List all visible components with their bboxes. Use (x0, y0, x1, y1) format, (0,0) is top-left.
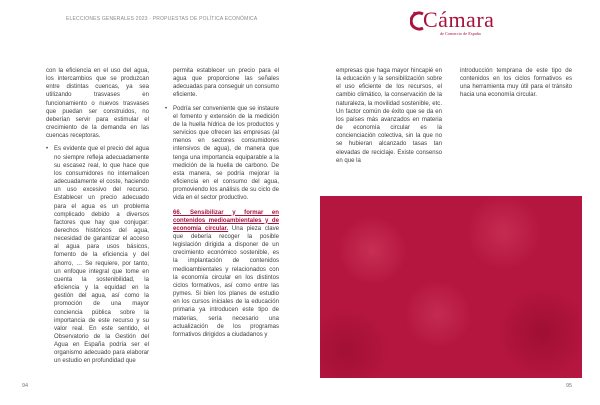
left-column-1 (46, 67, 149, 366)
right-column-2 (460, 67, 572, 100)
item-heading: 66. Sensibilizar y formar en contenidos medioambientales y de economía circular. (173, 209, 279, 232)
page-number-right: 95 (566, 383, 573, 389)
header-title: ELECCIONES GENERALES 2023 · PROPUESTAS DE POLÍTICA ECONÓMICA (66, 16, 258, 22)
right-column-1 (328, 67, 442, 165)
paragraph: empresas que haga mayor hincapié en la educación y la sensibilización sobre el uso eficiente de los recursos, el cambio climático, la conservación de la naturaleza, la movilidad sostenible, etc. Un factor común de éxito que se da en los países más avanzados en materia de economía circular es la concienciación colectiva, sin la que no se hubieran alcanzado tasas tan elevadas de reciclaje. Existe consenso en que la (336, 68, 442, 164)
item-body: Una pieza clave que debería recoger la posible legislación dirigida a disponer de un crecimiento económico sostenible, es la implantación de contenidos medioambientales y relacionados con la economía circular en los distintos ciclos formativos, así como entre las pymes. Si bien los planes de estudio en los cursos iniciales de la educación primaria ya introducen este tipo de materias, sería necesario una actualización de los programas formativos dirigidos a ciudadanos y (173, 225, 280, 338)
paragraph: con la eficiencia en el uso del agua, los intercambios que se produzcan entre distintas cuencas, ya sea utilizando trasvases en funcionamiento o nuevos trasvases que puedan ser construidos, no deberían servir para estimular el crecimiento de la demanda en las cuencas receptoras. (46, 68, 149, 140)
paragraph: permita establecer un precio para el agua que proporcione las señales adecuadas para conseguir un consumo eficiente. (173, 68, 279, 99)
page-number-left: 94 (22, 383, 29, 389)
decorative-red-image (320, 196, 582, 378)
logo-subtitle: de Comercio de España (440, 31, 481, 36)
bullet-paragraph: • Podría ser conveniente que se instaure el fomento y extensión de la medición de la huella hídrica de los productos y servicios que ofrecen las empresas (al menos en sectores consumidores intensivos de agua), de manera que tenga una importancia equiparable a la medición de la huella de carbono. De esta manera, se podría mejorar la eficiencia en el consumo del agua, promoviendo los análisis de su ciclo de vida en el sector productivo. (165, 105, 279, 203)
camara-logo-icon (410, 7, 495, 36)
left-column-2 (165, 67, 279, 339)
logo-text: Cámara (423, 7, 495, 32)
bullet-paragraph: • Es evidente que el precio del agua no siempre refleja adecuadamente su escasez real, lo que hace que los consumidores no internalicen adecuadamente el coste, haciendo un uso excesivo del recurso. Establecer un precio adecuado para el agua es un problema complicado debido a diversos factores que hay que conjugar: derechos históricos del agua, necesidad de garantizar el acceso al agua para usos básicos, fomento de la eficiencia y del ahorro, … Se requiere, por tanto, un enfoque integral que tome en cuenta la sostenibilidad, la eficiencia y la equidad en la gestión del agua, así como la promoción de una mayor conciencia pública sobre la importancia de este recurso y su valor real. En este sentido, el Observatorio de la Gestión del Agua en España podría ser el organismo adecuado para elaborar un estudio en profundidad que (46, 145, 149, 365)
paragraph: introducción temprana de este tipo de contenidos en los ciclos formativos es una herramienta muy útil para el tránsito hacia una economía circular. (460, 68, 572, 99)
numbered-item (165, 209, 279, 340)
